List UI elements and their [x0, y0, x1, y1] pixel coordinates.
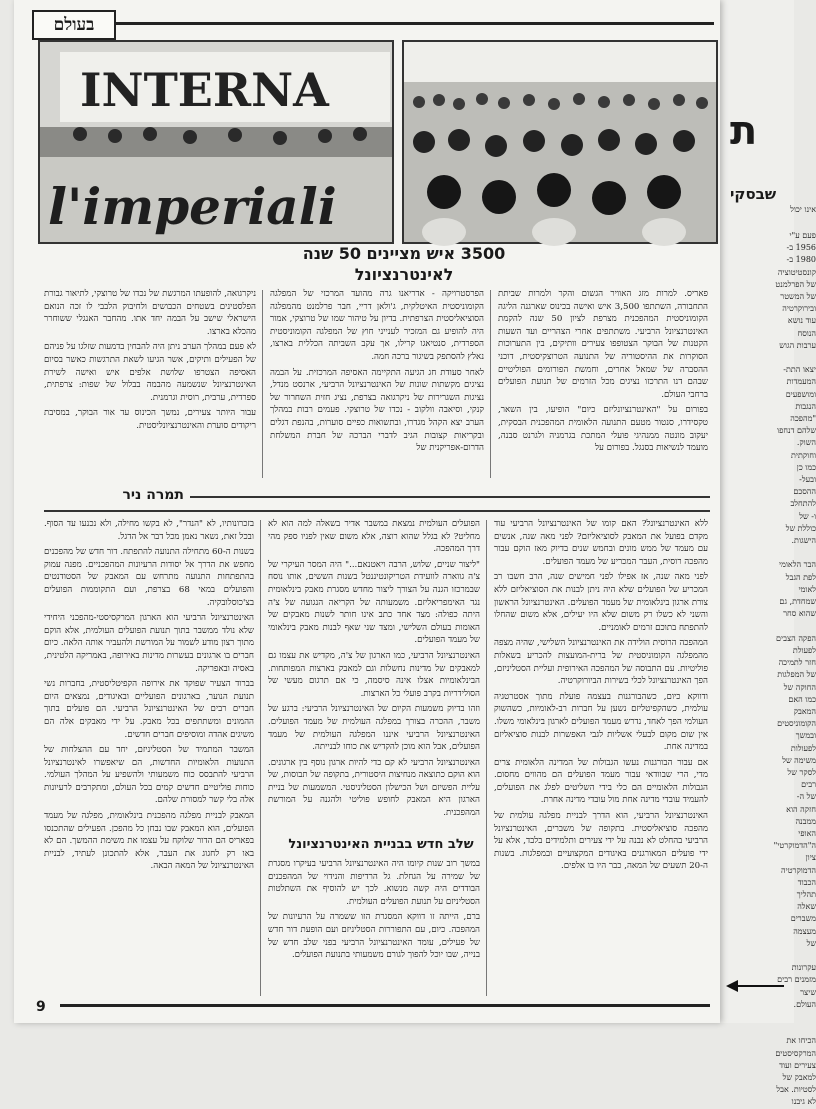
paragraph: המשבר המתמיד של הסטליניזם, יחד עם ההצלחות של התנועות הלאומיות החדשות, הם שיאפשרו לאינטרנציונל הרביעי להתבסס כוח משמעותי ולהשפיע על המהלך העולמי. כוחות פוליטיים חדשים קמים בכל העולם, ומתקרבים לרעיונות אלה בלי קשר למסורת שלהם.	[44, 745, 254, 806]
adjacent-page-line: לסטיות. אבל	[776, 1085, 816, 1095]
adjacent-page-line	[726, 547, 816, 559]
adjacent-page-line: המאבק	[793, 706, 816, 716]
adjacent-page-line: של המפלגות	[777, 670, 816, 680]
paragraph: "ליצור שניים, שלוש, הרבה ויאטנאם..." היה המסר העיקרי של צ'ה גווארה לוועידת הטריקונטיננטל בשנות הששים, אותו נוסח שבמרכזו הגנה על הצורך ליצור מחדש מסגרת מאבק בינלאומית נגד האימפריאליזם. משמעותה של הקריאה הנגועה של צ'ה היתה כפולה: מצד אחד כתב אינו חותר לשנות מאבקים של האומות בעולם השלישי, ומצד שני שאף לבנות מאבק בינלאומי של מעמד הפועלים.	[268, 559, 480, 646]
article-headline	[214, 243, 594, 285]
top-rule	[114, 22, 714, 25]
adjacent-page-line: של הפרלמנט	[775, 279, 816, 289]
paragraph: לא פעם במהלך הערב ניתן היה להבחין בדמעות שזלגו על פניהם של הפעילים ותיקים, אשר הגיעו לשאת התרגשות כאשר בסיום האסיפה הצטרפו שלושת אלפים איש ואישה לשירת האינטרנציונל שנשמעה מהבמה בבלול של שפות: צרפתית, ספרדית, ערבית, רוסית וגרמנית.	[44, 342, 256, 403]
headline-line-2: לאינטרנציונל	[354, 265, 454, 284]
adjacent-page-line: פעם ע"י	[789, 231, 816, 240]
paragraph: פאריס. למרות מזג האוויר הגשום והקר ולמרות שביתת התחבורה, השתתפו 3,500 איש ואישה בכינוס שארגנה הליגה הקומוניסטית המהפכנית מצרפת לציון 50 שנה להקמת האינטרנציונל הרביעי. משתתפים אחרי הצהריים ועד השעות הקטנות של הבוקר הצטופפו צעירים וותיקים, בין התערוכות הסוקרות את ההיסטוריה של התנועה הטרוצקיסטית, דוכני ההסברה של שמאל אחרים, וחמשת הפורומים הפוליטיים שבהם דנו התרכזו נציגים מכל הזרמים של תנועת הפועלים ברחבי העולם.	[498, 289, 709, 400]
bottom-article-column-1	[494, 518, 708, 996]
bottom-rule	[60, 1004, 710, 1007]
adjacent-page-line: רבים	[801, 780, 816, 790]
adjacent-page-line: השוק.	[796, 438, 816, 448]
crowd-photo	[404, 42, 716, 242]
paragraph: לפני מאה שנה, אז אפילו לפני חמישים שנה, הרב חשבו רב המכריע של הפועלים שלא היה ניתן לבנות את הסוציאליזם ללא צורת ארגון בינלאומית של מעמד הפועלים. האינטרנציונל הראשון והשני לא כשלו רק משום שלא היו יעילים, אלא משום שהחלו להתפתח בתוכם זרמים לאומניים.	[494, 572, 708, 633]
adjacent-page-line: הנגבות	[795, 401, 816, 411]
column-divider	[486, 520, 487, 996]
adjacent-page-line: של	[806, 938, 816, 948]
adjacent-page-line: 1956 ב-	[786, 243, 816, 253]
paragraph: בברוד הצעיר שפוקד את אירופה הקפיטליסטית, בחברות נשי תנועת הנוער, בארגונים הפועליים ובאיגודים, נמצאים היום חברים רבים של האינטרנציונל הרביעי. הם פועלים בתוך ההמונים ומשתתפים בכל מאבק. על ידי מאבקים אלה הם משיגים אהדה ומוסיפים חברים חדשים.	[44, 679, 254, 740]
adjacent-page-line: של ה-	[796, 792, 816, 802]
adjacent-page-line: הכיחו את	[786, 1036, 816, 1046]
adjacent-page-line: החוקה של	[783, 682, 816, 692]
adjacent-page-line: לפעולת	[792, 645, 816, 655]
bottom-article-column-2-continued	[268, 858, 480, 996]
adjacent-page-line: להתחלב	[790, 499, 816, 509]
adjacent-page-line: ציון	[805, 853, 816, 863]
adjacent-page-line: שלהם דנחפו	[777, 426, 816, 436]
adjacent-page-line: ובעל-	[799, 475, 816, 485]
adjacent-page-line: משברים	[790, 914, 816, 924]
adjacent-page-line: שהוא סחר	[783, 609, 816, 619]
adjacent-page-line	[726, 950, 816, 962]
adjacent-page-line: תהליך	[796, 889, 816, 899]
paragraph: בזכרונותיו, לא "הנדר", לא בקשו מחילה, ולא נכנעו עד הסוף. ובכל זאת, נשאר נאמן מכל דבר אל הדגל.	[44, 519, 254, 542]
paragraph: המאבק לבניית מפלגה מהפכנית בינלאומית, מפלגה של מעמד הפועלים, הוא המאבק שבו נבחן כל מהפכן. הפעילים שהתכנסו בפאריס הם הדור שלוקח על עצמו את משימת ההמשך. הם לא באו רק לחגוג את העבר, אלא להתכונן לעתיד, לבניית האינטרנציונל של המאה הבאה.	[44, 811, 254, 872]
adjacent-page-byline: אינו יכול	[790, 205, 816, 214]
paragraph: ללא האינטרנציונל? האם קומו של האינטרנציונל הרביעי עוד מקדם בפועל את המאבק לסוציאליזם? לפני מאה שנה, אנשים עם מעמד של ממש מונים ובחמש שנים בדיוק מאז הוקם עבור מהפכה רוסית, העבר המכריע של מעמד הפועלים.	[494, 519, 708, 567]
banner-text-top: INTERNA	[80, 63, 329, 117]
paragraph: ניקרגואה, להופעתו המרגשת של נכדו של טרוצקי, לתיאור גבורת הפלסטינים בשטחים הכבושים ולחיבוק הלבבי לו זכה הנואם הישראלי שישב על הבמה יחד אתו. מהחבר האנגלי ששוחרר מהכלא בארצו.	[44, 289, 256, 337]
adjacent-page-line: 1980 ב-	[786, 255, 816, 265]
adjacent-page-line	[726, 352, 816, 364]
adjacent-page-line: הנוסח	[797, 328, 816, 338]
headline-line-1: 3500 איש מציינים 50 שנה	[302, 244, 506, 263]
paragraph: וזהו בדיוק משמעות הקיום של האינטרנציונל הרביעי: ברגע של משבר, ההכרה בצורך במפלגה העולמית של מעמד הפועלים. האינטרנציונל הרביעי איננו המפלגה העולמית של מעמד הפועלים, אבל הוא מוכן להקדיש את כוחו לבנייתה.	[268, 704, 480, 753]
adjacent-page-line: חזר לתמיכה	[778, 658, 816, 668]
top-article-column-2	[270, 288, 484, 478]
adjacent-page-line: העולם.	[793, 999, 816, 1009]
paragraph: המהפכה הרוסית הולידה את האינטרנציונל השלישי, שהיה מצפה מהמפלגה הקומוניסטית של ברית-המועצות להכריע בשאלות פוליטיות. עם התבוסה של המהפכה האירופית ועליית הסטליניזם, הפך האינטרנציונל לכלי בשירות הביורוקרטיה.	[494, 638, 708, 687]
adjacent-page-line: ובמשך	[795, 731, 816, 741]
adjacent-page-line: לאומי	[798, 584, 816, 594]
page-number: 9	[36, 999, 46, 1015]
adjacent-page-line: ה"הדמוקרטי"	[773, 841, 816, 851]
adjacent-page-line: מזמנים רבים	[777, 975, 816, 985]
adjacent-page-line: הבר הלאומי	[779, 560, 816, 570]
paragraph: אם עבור הבורגנות נעשו הגבולות של המדינה הלאומית צרים מדי, הרי שבוודאי עבור מעמד הפועלים הם מהווים מחסום. הגבולות הלאומיים הם כלי בידי השליטים לפלג את הפועלים, להעמיד עובדי מדינה אחת מול עובדי מדינה אחרת.	[494, 757, 708, 806]
adjacent-page-line: כמו האם	[788, 694, 816, 704]
adjacent-page-line: ממבנה	[795, 816, 816, 826]
adjacent-page-line: למאבק של	[782, 1073, 816, 1083]
paragraph: האינטרנציונל הרביעי לא קם כדי להיות ארגון נוסף בין ארגונים. הוא הוקם כתוצאה מנחיצות היסטורית, בתקופה של תבוסות, של עליית הפשיזם ושל הכישלון הסטליניסטי. המשמעות של בניית הארגון היא המאבק לחופש פוליטי ולהגנה על המורשת המהפכנית.	[268, 757, 480, 819]
section-rule	[190, 496, 710, 498]
top-article-column-1	[498, 288, 708, 478]
adjacent-page-line: כמו כן	[796, 462, 816, 472]
section-label: בעולם	[32, 10, 116, 40]
article-author: תמרה ניר	[122, 487, 184, 503]
adjacent-page-line: מעצמה	[793, 926, 816, 936]
adjacent-page-line: "מהפכה	[790, 414, 816, 424]
paragraph: האינטרנציונל הרביעי הוא הארגון המרקסיסטי-מהפכני היחידי שלא נולד ממשבר בתוך תנועת הפועלים העולמית, אלא הוקם מתוך רצון מודע לשמור על המורשת ולהעביר אותה הלאה. כיום חברים בו ארגונים בעשרות מדינות באירופה, באמריקה הלטינית, באסיה ובאפריקה.	[44, 613, 254, 674]
adjacent-page-line: קונסטיטוציה	[777, 267, 816, 277]
bottom-article-subhead: שלב חדש בבניית האינטרנציונל	[288, 837, 474, 852]
adjacent-page-line: צעירים ועוד	[779, 1060, 816, 1070]
adjacent-page-strip	[720, 0, 816, 1107]
adjacent-page-line: שיצר	[800, 987, 816, 997]
adjacent-page-author: שבסקי	[730, 185, 777, 203]
adjacent-page-line: של המשטר	[780, 292, 816, 302]
adjacent-page-line: הישגות.	[791, 536, 816, 546]
adjacent-page-line: הדמוקרטיה	[781, 865, 816, 875]
paragraph: האינטרנציונל הרביעי, הוא הדרך לבניית מפלגה עולמית של מהפכה סוציאליסטית. בתקופה של משברים, האינטרנציונל הרביעי בהחלט לא נבנה על ידי צעירים ותלמידים בלבד, אלא על ידי פועלים המאורגנים באיגודים המקצועיים ובמפלגות. בשנות ה-20 תשעים של המאה, כבר היו בו אלפים.	[494, 811, 708, 872]
adjacent-page-line: שאלה	[797, 902, 816, 912]
paragraph: ברם, הייתה זו דווקא המסגרת הזו ששמרה על הרעיונות של המהפכה. כיום, עם התפוררות הסטליניזם ועם הופעת דור חדש של פעילים, עומד האינטרנציונל הרביעי בפני שלב חדש של בנייה, שבו יוכל להפוך לגורם משמעותי בתנועת הפועלים.	[268, 912, 480, 961]
column-divider	[262, 290, 263, 478]
column-divider	[490, 290, 491, 478]
bottom-article-column-2	[268, 518, 480, 834]
adjacent-page-line: משימה של	[782, 755, 816, 765]
adjacent-page-line: ומושפעים	[785, 389, 816, 399]
adjacent-page-line: שמחדת, גם	[779, 597, 816, 607]
stage-photo	[40, 42, 392, 242]
adjacent-page-line: לא גיבנו	[791, 1097, 816, 1107]
adjacent-page-line: הקומוניסטים	[777, 719, 816, 729]
adjacent-page-line: הכבוד	[797, 877, 816, 887]
paragraph: במשך רוב שנות קיומו היה האינטרנציונל הרביעי בעיקרו מסגרת של שמירה על הגחלת. גל הרדיפות והנידוי של המהפכנים הבודדים היה קשה מנשוא. לכך יש להוסיף את השתלטות הסטליניזם על תנועת הפועלים העולמית.	[268, 859, 480, 907]
arrow-left-icon	[726, 978, 786, 994]
paragraph: עבור היותר צעירים, נמשך הכינוס עד אור הבוקר, במסיבת ריקודים סוערת והאינטרנציונליסטית.	[44, 408, 256, 431]
adjacent-page-line: עקרונות	[791, 963, 816, 973]
top-article-column-3	[44, 288, 256, 478]
banner-text-bottom: l'imperiali	[48, 177, 337, 236]
paragraph: לאחר סעודת חג הגיעה התקיימה האסיפה המרכזית. על הבמה נציגים מקשתות שונות של האינטרנציונל הרביעי, ארנסט מנדל, נציגות השגרירות של ניקרגואה בצרפת, נציג חזית השחרור של קנקי, וסיאבה וולקוב - נכדו של טרוצקי. פעמים רבות במהלך הערב יצא הקהל מגדרו, ובתשואות כפיים סוערות, בהנפת דגלים ובקריאות קצובות הגיב לדברי הברכה של חברת המשלחת הדרום-אפריקנית של	[270, 367, 484, 454]
paragraph: ודווקא כיום, כשהבורגנות בעצמה פועלת מתוך אסטרטגיה עולמית, כשהקפיטליזם נשען על חברות רב-לאומיות, כשהשוק העולמי הפך לאחד, נדרש מעמד הפועלים לארגון בינלאומי משלו. אין שום מקום לבעלי אשליות לגבי האפשרות לבנות סוציאליזם במדינה אחת.	[494, 691, 708, 753]
photo-stage-banner	[38, 40, 394, 244]
column-divider	[260, 520, 261, 996]
adjacent-page-line: הפקה הצבים	[776, 633, 816, 643]
adjacent-page-line: ו- של	[799, 511, 816, 521]
adjacent-page-line: המעמדות	[786, 377, 816, 387]
paragraph: הפרסטרויקה - אדריאנו גרה מהועד המרכזי של המפלגה הקומוניסטית האיטלקית, ג'ולאן דריי, חבר פרלמנט מהמפלגה הסוציאליסטית הצרפתית. בדיון על טיהור שמו של טרוצקי, אמור היה להופיע גם המזכיר לענייני חוץ של המפלגה הקומוניסטית הספרדית, סנטיאגו קרילו, אך עקב השביתה הכללית בארצו, נאלץ להסתפק בשיגור ברכה חמה.	[270, 289, 484, 362]
adjacent-page-line: ההסכם	[793, 487, 816, 497]
adjacent-page-line: יצאו התת-	[783, 365, 816, 375]
adjacent-page-line	[726, 621, 816, 633]
section-rule	[44, 510, 710, 512]
adjacent-page-line: לפעולות	[790, 743, 816, 753]
paragraph: הפועלים העולמית נמצאת במשבר אדיר בשאלה למה הוא לא מחליט? לא בגלל שהוא רוצה, אלא משום שאין לפניו ספק מהי דרך המהפכה.	[268, 519, 480, 555]
photo-crowd	[402, 40, 718, 244]
adjacent-page-line: ערבות הגוש	[779, 340, 816, 350]
adjacent-page-line: ובירוקרטיה	[782, 304, 816, 314]
adjacent-page-line: לפת הגבל	[785, 572, 816, 582]
adjacent-page-line	[726, 1023, 816, 1035]
adjacent-page-line	[726, 1011, 816, 1023]
paragraph: בשנות ה-60 מתחילה התנועה להתפתח. דור חדש של מהפכנים מחפש את הדרך אל יסודות הרעיונות המהפכניים. מפנה עמוק בהתפתחות התנועה מתרחש עם המאבק של הסטודנטים והפועלים במאי 68 בצרפת, ועם התקוממות הפועלים בצ'כוסלובקיה.	[44, 547, 254, 608]
adjacent-page-line: המרקסיסטים	[775, 1048, 816, 1058]
adjacent-page-text	[726, 230, 816, 1109]
paragraph: האינטרנציונל הרביעי, כמו הארגון של צ'ה, מקדיש את עצמו גם למאבקים של מדינות נחשלות וגם למאבק בארצות המפותחות. הבינלאומיות אצלו אינה סיסמה, כי אם תרגום מעשי של הסולידריות בקרב פועלי כל הארצות.	[268, 650, 480, 699]
paragraph: בפורום על "האינטרנציונליזם כיום" הופיעו, בין השאר, טקסידרו, סנטור מטעם התנועה הלאומית המהפכנית הבסקית, יעקוב מונטה ממנהיגי פועלי המתכת בגרמניה ולגרנט סבנה, מועמד לנשיאות בסנגל. בפורום על	[498, 405, 708, 454]
adjacent-page-title: ת	[730, 108, 758, 154]
adjacent-page-line: וחוקתית	[791, 450, 816, 460]
magazine-page	[14, 0, 720, 1023]
adjacent-page-line: חזקה הוא	[786, 804, 816, 814]
bottom-article-column-3	[44, 518, 254, 996]
adjacent-page-line: עוד נושא	[787, 316, 816, 326]
adjacent-page-line: האופי	[798, 828, 816, 838]
adjacent-page-line: לסקר של	[787, 767, 816, 777]
adjacent-page-line: כוללת של	[785, 523, 816, 533]
